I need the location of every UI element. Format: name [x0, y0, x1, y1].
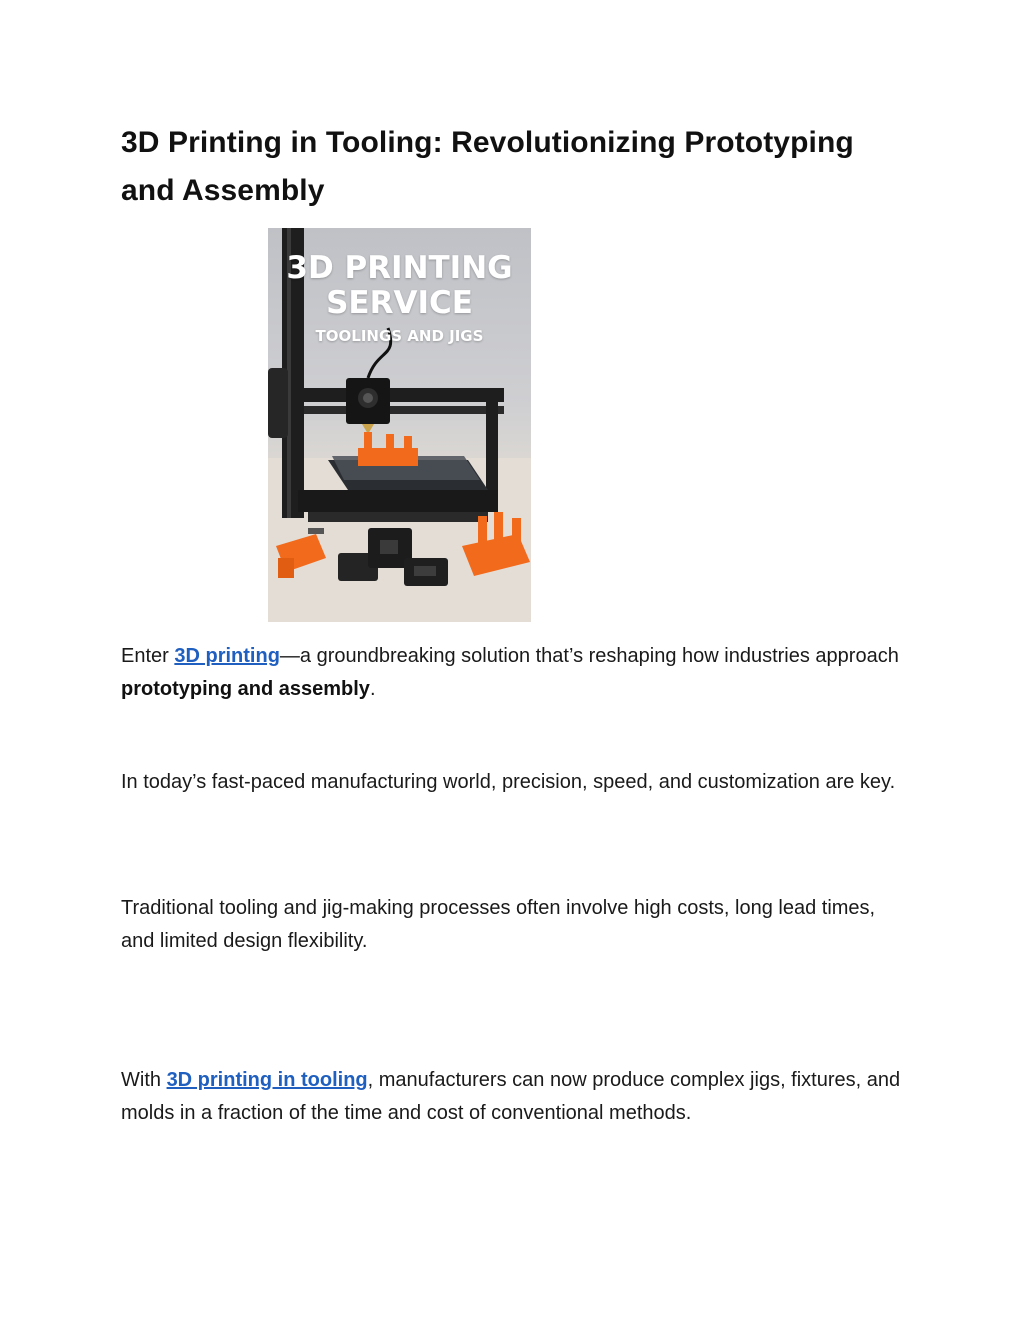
- link-3d-printing[interactable]: 3D printing: [174, 645, 280, 667]
- article-title: 3D Printing in Tooling: Revolutionizing Prototyping and Assembly: [121, 126, 854, 207]
- intro-bold: prototyping and assembly: [121, 678, 370, 700]
- paragraph-traditional: Traditional tooling and jig-making processes often involve high costs, long lead times, and limited design flexibility.: [121, 897, 876, 952]
- hero-image: [268, 228, 531, 622]
- paragraph-tooling: [121, 1064, 911, 1130]
- link-3d-printing-in-tooling[interactable]: 3D printing in tooling: [166, 1069, 368, 1091]
- intro-mid: —a groundbreaking solution that’s reshaping how industries approach: [279, 645, 899, 667]
- tooling-post: , manufacturers can now produce complex jigs, fixtures, and molds in a fraction of the time and cost of conventional methods.: [121, 1069, 901, 1124]
- tooling-pre: With: [121, 1069, 167, 1091]
- intro-post: .: [369, 678, 376, 700]
- hero-heading-line1: 3D PRINTING: [286, 250, 513, 286]
- hero-heading-line2: SERVICE: [326, 285, 473, 321]
- intro-pre: Enter: [121, 645, 175, 667]
- hero-subheading: TOOLINGS AND JIGS: [315, 327, 484, 345]
- paragraph-intro: [121, 640, 911, 706]
- paragraph-precision: In today’s fast-paced manufacturing world, precision, speed, and customization are key.: [121, 771, 896, 793]
